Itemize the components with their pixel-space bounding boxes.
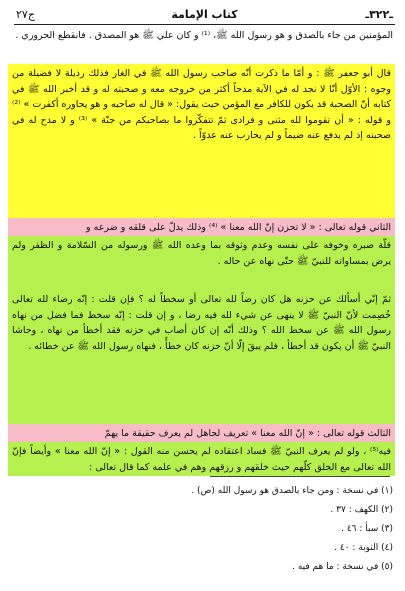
book-title: كتاب الإمامة (171, 8, 238, 21)
highlighted-paragraph-1: قال أبو جعفر ﷺ : و أمّا ما ذكرت أنّه صاحب رسول الله ﷺ في الغار فذلك رذيلة لا فضيلة من وجوه : الأوّل أنّا لا نجد له في الآية مدحاً أكثر من خروجه معه و صحبته له و قد أخبر الله ﷺ في كتابه أنّ الصحبة قد يكون للكافر مع المؤمن حيث يقول: « قال له صاحبه و هو يحاوره أكفرت » ⁽²⁾ و قوله : « أن تقوموا لله مثنى و فرادى ثمّ تتفكّروا ما بصاحبكم من جنّة » ⁽³⁾ و لا مدح له في صحبته إذ لم يدفع عنه ضيماً و لم يحارب عنه عدوّاً . (8, 64, 395, 220)
footnote-divider (210, 476, 390, 477)
page-header (14, 6, 395, 25)
highlighted-paragraph-2-body: قلّة صبره وخوفه على نفسه وعدم وثوقه بما وعده الله ﷺ ورسوله من السّلامة و الظفر ولم يرض بمساواته للنبيّ ﷺ حتّى نهاه عن حاله . (8, 236, 395, 292)
footnote-1: (١) في نسخة : ومن جاء بالصدق هو رسول الله (ص) . (191, 486, 393, 496)
intro-text: المؤمنين من جاء بالصدق و هو رسول الله ﷺ، ⁽¹⁾ و كان علي ﷺ هو المصدق . فانقطع الحروري . (15, 30, 393, 41)
highlighted-paragraph-4-heading: الثالث قوله تعالى : « إنّ الله معنا » تعريف لجاهل لم يعرف حقيقة ما يهمّ (8, 424, 395, 444)
volume-number: ج٢٧ (16, 8, 35, 21)
highlighted-paragraph-4-body: فيه⁽⁵⁾ ، ولو لم يعرف النبيّ ﷺ فساد اعتقاده لم يحسن منه القول : « إنّ الله معنا » وأيضاً فإنّ الله تعالى مع الخلق كلّهم حيث خلقهم و رزقهم وهم في علمه كما قال تعالى : (8, 442, 395, 476)
footnotes (14, 482, 393, 577)
footnote-2: (٢) الكهف : ٣٧ . (330, 505, 393, 515)
page-number: ـ٣٢٢ـ (365, 8, 393, 21)
footnote-5: (٥) في نسخة : ما هم فيه . (292, 562, 393, 572)
footnote-4: (٤) التوبة : ٤٠ . (334, 543, 393, 553)
highlighted-paragraph-2-heading: الثاني قوله تعالى : « لا تحزن إنّ الله معنا » ⁽⁴⁾ وذلك يدلّ على قلقه و ضرعه و (8, 218, 395, 238)
highlighted-paragraph-3: ثمّ إنّي أسألك عن حزنه هل كان رضاً لله تعالى أو سخطاً له ؟ فإن قلت : إنّه رضاء لله تعالى خُصِمت لأنّ النبيّ ﷺ لا ينهى عن شيء لله فيه رضا ، و إن قلت : إنّه سخط فما فضل من نهاه رسول الله ﷺ عن سخط الله ؟ وذلك أنّه إن كان أصاب في حزنه فقد أخطأ من نهاه ، وحاشا النبيّ ﷺ أن يكون قد أخطأ ، فلم يبقَ إلّا أنّ حزنه كان خطأً ، فنهاه رسول الله ﷺ عن خطائه . (8, 290, 395, 426)
footnote-3: (٣) سبأ : ٤٦ . (341, 524, 393, 534)
